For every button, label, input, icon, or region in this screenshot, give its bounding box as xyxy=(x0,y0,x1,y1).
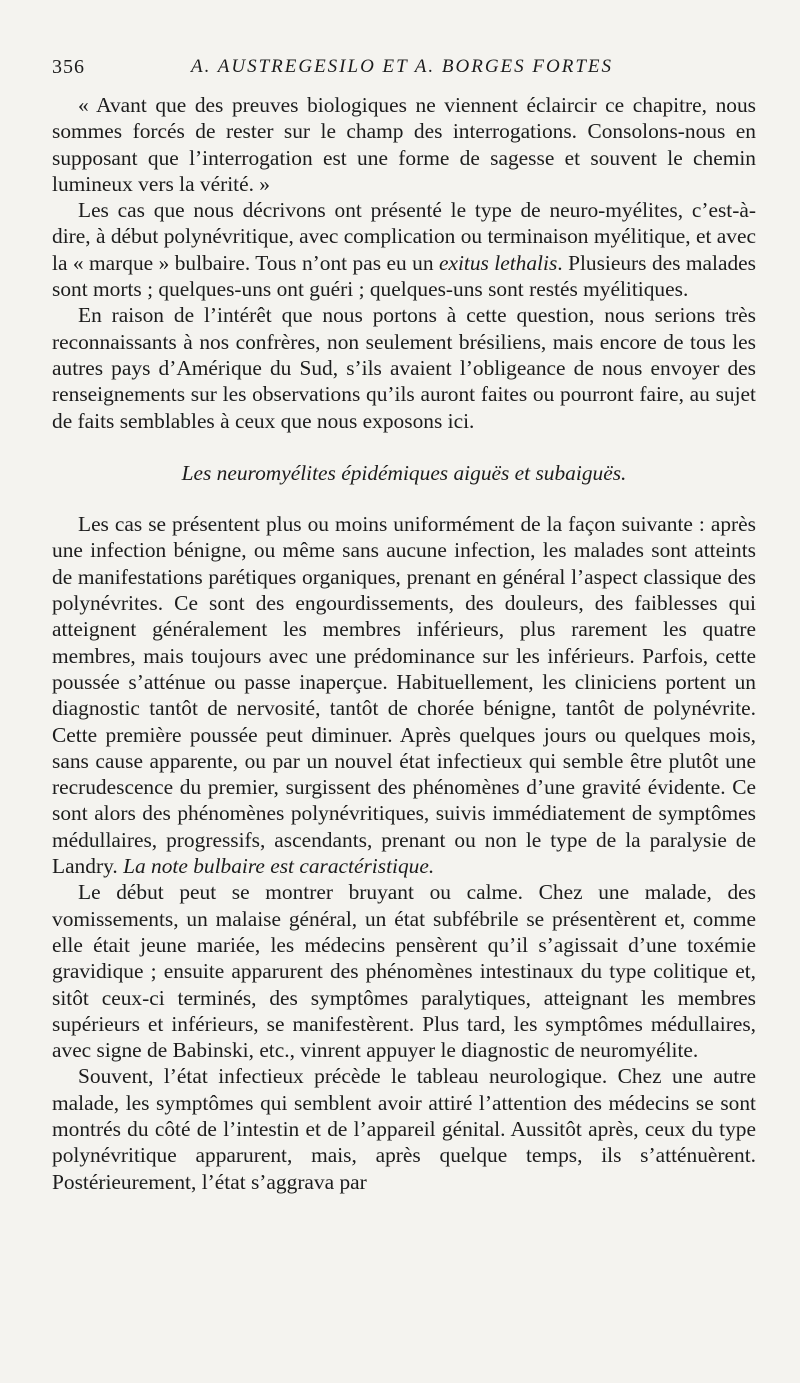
paragraph-text: Les cas se présentent plus ou moins uniformément de la façon suivante : après une infection bénigne, ou même sans aucune infection, les malades sont atteints de manifestations parétiques organiques, prenant en général l’aspect classique des polynévrites. Ce sont des engourdissements, des douleurs, des faiblesses qui atteignent généralement les membres inférieurs, plus rarement les quatre membres, mais toujours avec une prédominance sur les inférieurs. Parfois, cette poussée s’atténue ou passe inaperçue. Habituellement, les cliniciens portent un diagnostic tantôt de nervosité, tantôt de chorée bénigne, tantôt de polynévrite. Cette première poussée peut diminuer. Après quelques jours ou quelques mois, sans cause apparente, ou par un nouvel état infectieux qui semble être plutôt une recrudescence du premier, surgissent des phénomènes d’une gravité évidente. Ce sont alors des phénomènes polynévritiques, suivis immédiatement de symptômes médullaires, progressifs, ascendants, prenant ou non le type de la paralysie de Landry. xyxy=(52,512,756,879)
paragraph-cases-described xyxy=(52,197,756,302)
paragraph-infectious-state: Souvent, l’état infectieux précède le tableau neurologique. Chez une autre malade, les symptômes qui semblent avoir attiré l’attention des médecins se sont montrés du côté de l’intestin et de l’appareil génital. Aussitôt après, ceux du type polynévritique apparurent, mais, après quelque temps, ils s’atténuèrent. Postérieurement, l’état s’aggrava par xyxy=(52,1064,756,1194)
paragraph-request: En raison de l’intérêt que nous portons à cette question, nous serions très reconnaissants à nos confrères, non seulement brésiliens, mais encore de tous les autres pays d’Amérique du Sud, s’ils avaient l’obligeance de nous envoyer des renseignements sur les observations qu’ils auront faites ou pourront faire, au sujet de faits semblables à ceux que nous exposons ici. xyxy=(52,303,756,433)
page-body xyxy=(52,92,756,1195)
section-heading: Les neuromyélites épidémiques aiguës et subaiguës. xyxy=(181,460,627,485)
page-number: 356 xyxy=(52,56,85,78)
paragraph-onset: Le début peut se montrer bruyant ou calme. Chez une malade, des vomissements, un malaise général, un état subfébrile se présentèrent et, comme elle était jeune mariée, les médecins pensèrent qu’il s’agissait d’une toxémie gravidique ; ensuite apparurent des phénomènes intestinaux du type colitique et, sitôt ceux-ci terminés, des symptômes paralytiques, atteignant les membres supérieurs et inférieurs, se manifestèrent. Plus tard, les symptômes médullaires, avec signe de Babinski, etc., vinrent appuyer le diagnostic de neuromyélite. xyxy=(52,880,756,1063)
running-title: A. AUSTREGESILO ET A. BORGES FORTES xyxy=(190,56,614,77)
paragraph-presentation xyxy=(52,511,756,879)
paragraph-quote: « Avant que des preuves biologiques ne viennent éclaircir ce chapitre, nous sommes forcés de rester sur le champ des interrogations. Consolons-nous en supposant que l’interrogation est une forme de sagesse et souvent le chemin lumineux vers la vérité. » xyxy=(52,93,756,196)
paragraph-text: . Plusieurs des malades sont morts ; quelques-uns ont guéri ; quelques-uns sont restés myélitiques. xyxy=(52,250,756,302)
italic-term: exitus lethalis xyxy=(438,250,558,275)
italic-sentence: La note bulbaire est caractéristique. xyxy=(123,854,435,879)
page-header xyxy=(52,56,752,86)
paragraph-text: Les cas que nous décrivons ont présenté le type de neuro-myélites, c’est-à-dire, à début polynévritique, avec complication ou terminaison myélitique, et avec la « marque » bulbaire. Tous n’ont pas eu un xyxy=(52,198,756,275)
